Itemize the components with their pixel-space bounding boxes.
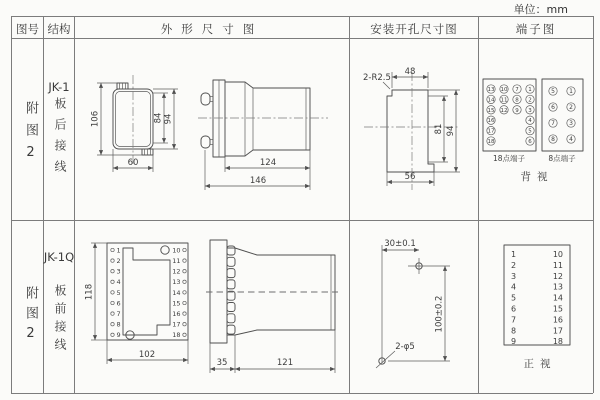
terminal-dot <box>111 248 114 251</box>
row1-fig-label: 附图2 <box>23 101 38 169</box>
dim-94: 94 <box>446 125 456 137</box>
dim-corner-radius: 2-R2.5 <box>363 73 391 83</box>
terminal-number: 8 <box>551 136 555 144</box>
terminal-number: 15 <box>172 299 181 308</box>
terminal-number: 6 <box>511 304 517 314</box>
header-mounting: 安装开孔尺寸图 <box>370 22 458 36</box>
terminal-number: 12 <box>552 271 563 281</box>
terminal-number: 18 <box>487 139 495 145</box>
dim-102: 102 <box>138 350 156 360</box>
row2-view-label: 正视 <box>523 358 557 370</box>
table-col-divider-4 <box>478 16 479 393</box>
row2-outline-front-view <box>84 224 216 374</box>
dim-35: 35 <box>216 358 228 368</box>
terminal-box-8 <box>542 79 583 151</box>
terminal-number: 6 <box>528 139 532 145</box>
terminal-dot <box>183 333 186 336</box>
terminal-bump <box>227 303 235 312</box>
terminal-dot <box>111 280 114 283</box>
terminal-dot <box>183 323 186 326</box>
terminal-number-columns <box>511 250 563 346</box>
dim-48: 48 <box>404 67 416 77</box>
terminal-8-label: 8点端子 <box>548 154 576 163</box>
terminal-dot <box>183 248 186 251</box>
dim-124: 124 <box>259 158 277 168</box>
terminal-number: 3 <box>528 107 532 114</box>
dim-100: 100±0.2 <box>434 295 445 333</box>
dim-30: 30±0.1 <box>384 239 416 249</box>
terminal-number: 14 <box>172 288 181 297</box>
terminal-18-label: 18点端子 <box>492 154 526 163</box>
terminal-dot <box>111 291 114 294</box>
row1-model: JK-1 <box>48 80 70 94</box>
terminal-number: 9 <box>116 331 121 340</box>
dim-146: 146 <box>249 176 267 186</box>
terminal-number: 4 <box>528 118 532 125</box>
row1-view-label: 背视 <box>520 171 554 183</box>
terminal-dot <box>183 301 186 304</box>
terminal-number: 2 <box>569 104 573 112</box>
terminal-number: 16 <box>552 315 563 325</box>
terminal-number: 18 <box>552 337 563 347</box>
table-border-top <box>11 16 593 17</box>
terminal-number: 6 <box>116 299 121 308</box>
terminal-number: 1 <box>511 250 517 259</box>
dim-121: 121 <box>276 358 294 368</box>
terminal-bump <box>227 325 235 334</box>
terminal-number: 8 <box>515 97 519 104</box>
dim-56: 56 <box>404 172 416 182</box>
terminal-number: 5 <box>511 293 517 303</box>
terminal-number: 10 <box>172 246 181 255</box>
terminal-number: 16 <box>487 118 495 125</box>
terminal-number: 14 <box>552 293 563 303</box>
dim-84: 84 <box>153 112 164 124</box>
table-col-divider-2 <box>74 16 75 393</box>
terminal-number: 4 <box>511 282 517 292</box>
terminal-bumps <box>227 246 235 334</box>
terminal-number: 8 <box>511 326 517 336</box>
terminal-dot <box>111 270 114 273</box>
terminal-dot <box>183 280 186 283</box>
terminal-number: 17 <box>172 320 181 329</box>
terminal-number: 7 <box>116 310 121 318</box>
terminal-number: 3 <box>511 271 517 281</box>
terminal-number: 5 <box>528 128 532 135</box>
terminal-number: 13 <box>552 282 563 292</box>
row2-mounting-diagram <box>352 228 476 378</box>
terminal-stud-top <box>201 93 210 105</box>
terminal-number: 13 <box>487 87 495 93</box>
terminal-number: 17 <box>487 128 495 135</box>
cover-outline <box>123 248 170 335</box>
terminal-number: 7 <box>515 87 519 93</box>
terminal-number: 5 <box>551 88 555 96</box>
dim-94: 94 <box>163 113 174 125</box>
dim-60: 60 <box>127 158 139 168</box>
terminal-number: 1 <box>569 88 573 96</box>
terminal-number: 4 <box>116 278 121 287</box>
terminal-number: 15 <box>552 304 563 314</box>
row1-terminal-diagram <box>480 76 595 186</box>
table-border-left <box>11 16 12 393</box>
terminal-number: 16 <box>172 310 181 318</box>
row2-model: JK-1Q <box>43 250 75 264</box>
row2-terminal-diagram <box>502 243 574 377</box>
terminal-number: 11 <box>552 260 563 270</box>
table-header-divider <box>11 38 593 39</box>
terminal-number: 4 <box>569 136 573 144</box>
terminal-dot <box>111 259 114 262</box>
terminal-number: 17 <box>552 326 563 336</box>
header-outline: 外形尺寸图 <box>160 22 264 36</box>
terminal-bump <box>227 269 235 278</box>
terminal-dot <box>183 291 186 294</box>
terminal-number: 11 <box>172 257 181 265</box>
terminal-grid-8 <box>549 87 575 143</box>
terminal-stud-bottom <box>201 136 210 148</box>
terminal-number: 3 <box>116 267 121 276</box>
terminal-number: 3 <box>569 120 573 128</box>
terminal-number: 2 <box>528 97 532 104</box>
header-fig-no: 图号 <box>16 22 39 36</box>
header-terminal: 端子图 <box>515 22 557 36</box>
row2-fig-label: 附图2 <box>23 286 38 348</box>
terminal-dot <box>111 301 114 304</box>
terminal-number: 1 <box>528 87 532 93</box>
terminal-number: 10 <box>552 250 563 259</box>
row1-wiring: 板后接线 <box>53 97 67 181</box>
terminal-grid-18 <box>487 85 534 145</box>
terminal-number: 7 <box>551 120 555 128</box>
row1-outline-side-view <box>198 62 333 197</box>
row2-outline-side-view <box>206 224 341 379</box>
table-border-bottom <box>11 393 593 394</box>
terminal-number: 11 <box>500 97 508 104</box>
terminal-number: 14 <box>487 97 495 104</box>
terminal-number: 15 <box>487 107 495 114</box>
terminal-number: 2 <box>116 257 121 265</box>
terminal-number: 9 <box>511 337 517 347</box>
table-border-right <box>593 16 594 393</box>
table-col-divider-1 <box>43 16 44 393</box>
terminal-number: 6 <box>551 104 555 112</box>
terminal-number: 13 <box>172 278 181 287</box>
panel-cutout <box>387 90 434 172</box>
terminal-dot <box>111 333 114 336</box>
row1-outline-front-view <box>88 62 212 184</box>
terminal-number: 18 <box>172 331 181 340</box>
dim-118: 118 <box>84 283 95 301</box>
dim-hole-size: 2-φ5 <box>395 342 415 352</box>
terminal-bump <box>227 257 235 266</box>
terminal-number: 12 <box>172 267 181 276</box>
relay-body <box>225 82 310 156</box>
header-structure: 结构 <box>47 22 71 36</box>
terminal-number: 8 <box>116 320 121 329</box>
terminal-number: 7 <box>511 315 517 325</box>
terminal-number: 9 <box>515 107 519 114</box>
terminal-number: 10 <box>500 87 508 93</box>
unit-label: 单位：mm <box>513 3 568 16</box>
terminal-bump <box>227 246 235 255</box>
terminal-dot <box>183 259 186 262</box>
terminal-dot <box>111 312 114 315</box>
terminal-number: 5 <box>116 288 121 297</box>
terminal-dot <box>111 323 114 326</box>
terminal-number: 1 <box>116 246 121 255</box>
dim-106: 106 <box>90 110 101 128</box>
terminal-bump <box>227 291 235 300</box>
mounting-hole-top <box>161 246 169 254</box>
terminal-number: 12 <box>500 107 508 114</box>
table-row-divider <box>11 220 593 221</box>
terminal-number: 2 <box>511 260 517 270</box>
terminal-bump <box>227 280 235 289</box>
row2-wiring: 板前接线 <box>53 284 67 356</box>
terminal-dot <box>183 312 186 315</box>
terminal-bump <box>227 314 235 323</box>
terminal-dot <box>183 270 186 273</box>
dim-81: 81 <box>434 123 444 135</box>
row1-mounting-diagram <box>350 58 478 198</box>
